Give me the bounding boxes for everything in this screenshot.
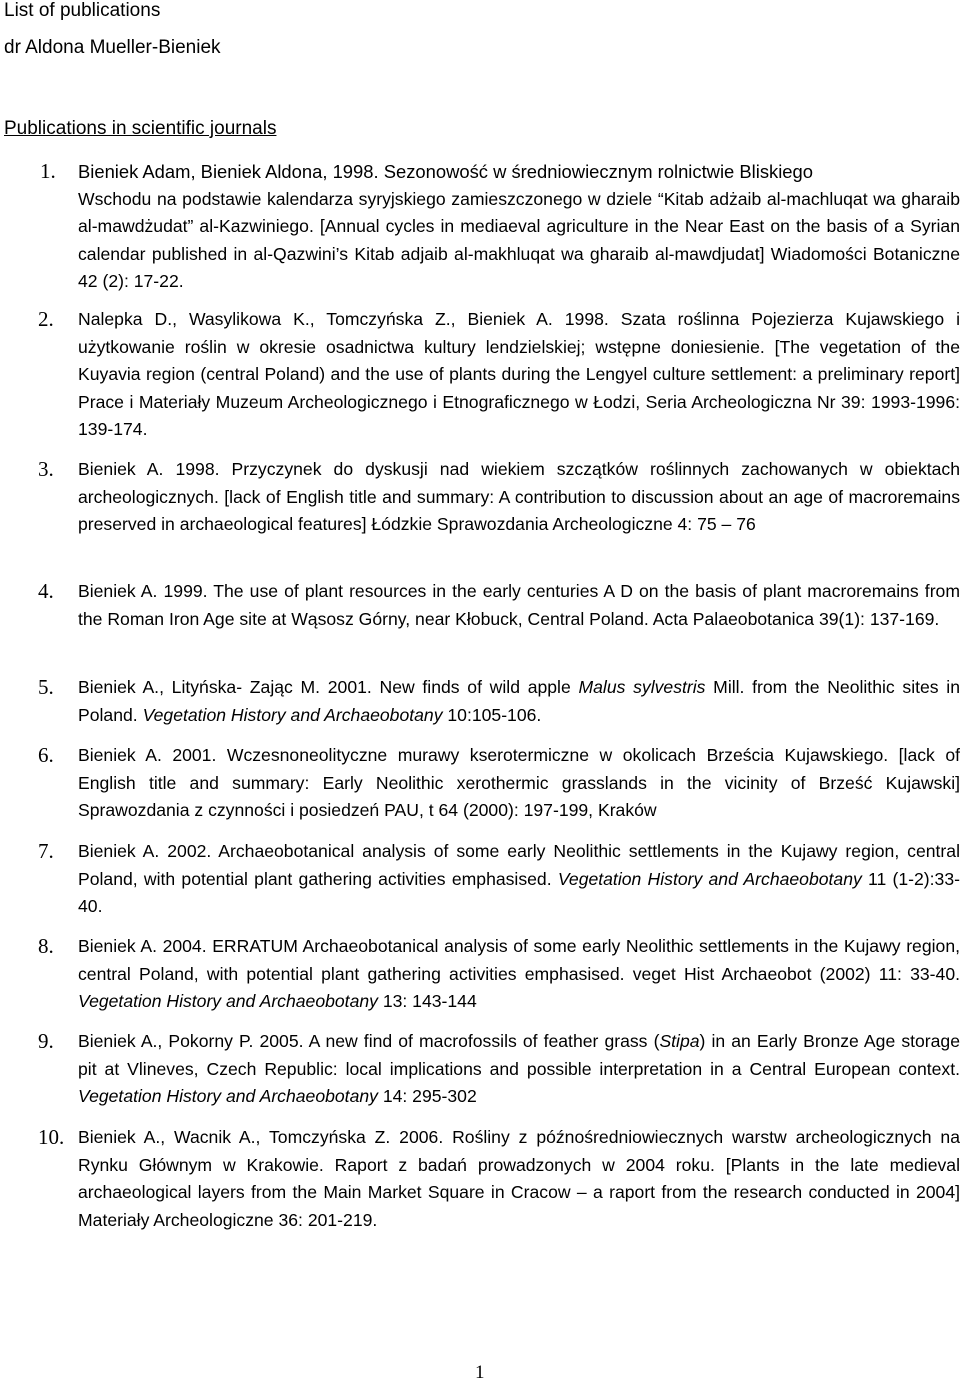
entry-1-continuation: Wschodu na podstawie kalendarza syryjskiego zamieszczonego w dziele “Kitab adżaib al-machluqat wa gharaib al-mawdżudat” al-Kazwiniego. [Annual cycles in mediaeval agriculture in the Near East on the basis of a Syrian calendar published in al-Qazwini’s Kitab adjaib al-makhluqat wa gharaib al-mawdjudat] Wiadomości Botaniczne 42 (2): 17-22.: [78, 188, 960, 291]
entry-text-part: Bieniek A., Lityńska- Zając M. 2001. New finds of wild apple: [78, 677, 579, 697]
entry-number: 8.: [38, 934, 54, 958]
entry-number: 6.: [38, 743, 54, 767]
entry-number: 2.: [38, 307, 54, 331]
entry-text: [78, 933, 960, 1016]
entry-number: 4.: [38, 579, 54, 603]
entry-text: [78, 838, 960, 921]
document-title: List of publications: [4, 0, 161, 21]
entry-text: Bieniek A. 2001. Wczesnoneolityczne murawy kserotermiczne w okolicach Brześcia Kujawskiego. [lack of English title and summary: Early Neolithic xerothermic grasslands in the vicinity of Brześć Kujawski] Sprawozdania z czynności i posiedzeń PAU, t 64 (2000): 197-199, Kraków: [78, 745, 960, 820]
entry-text: Bieniek A., Wacnik A., Tomczyńska Z. 2006. Rośliny z późnośredniowiecznych warstw archeologicznych na Rynku Głównym w Krakowie. Raport z badań prowadzonych w 2004 roku. [Plants in the late medieval archaeological layers from the Main Market Square in Cracow – a raport from the research conducted in 2004] Materiały Archeologiczne 36: 201-219.: [78, 1127, 960, 1230]
entry-text-part: Bieniek A. 2004. ERRATUM Archaeobotanical analysis of some early Neolithic settlements in the Kujawy region, central Poland, with potential plant gathering activities emphasised. veget Hist Archaeobot (2002) 11: 33-40.: [78, 936, 960, 984]
entry-text-part: 13: 143-144: [377, 991, 477, 1011]
entry-number: 1.: [40, 159, 56, 183]
entry-number: 10.: [38, 1125, 65, 1149]
entry-text-part: Bieniek A., Pokorny P. 2005. A new find of macrofossils of feather grass (: [78, 1031, 660, 1051]
entry-text: Nalepka D., Wasylikowa K., Tomczyńska Z., Bieniek A. 1998. Szata roślinna Pojezierza Kujawskiego i użytkowanie roślin w okresie osadnictwa kultury lendzielskiej; wstępne doniesienie. [The vegetation of the Kuyavia region (central Poland) and the use of plants during the Lengyel culture settlement: a preliminary report] Prace i Materiały Muzeum Archeologicznego i Etnograficznego w Łodzi, Seria Archeologiczna Nr 39: 1993-1996: 139-174.: [78, 309, 960, 439]
entry-text: Bieniek A. 1998. Przyczynek do dyskusji nad wiekiem szczątków roślinnych zachowanych w obiektach archeologicznych. [lack of English title and summary: A contribution to discussion about an age of macroremains preserved in archaeological features] Łódzkie Sprawozdania Archeologiczne 4: 75 – 76: [78, 459, 960, 534]
entry-number: 9.: [38, 1029, 54, 1053]
entry-text-part: 10:105-106.: [442, 704, 542, 725]
journal-title: Vegetation History and Archaeobotany: [78, 991, 378, 1011]
journal-title: Vegetation History and Archaeobotany: [78, 1086, 378, 1106]
entry-text: [78, 1028, 960, 1111]
entry-1-line1-text: Bieniek Adam, Bieniek Aldona, 1998. Sezonowość w średniowiecznym rolnictwie Bliskiego: [78, 161, 813, 182]
journal-title: Vegetation History and Archaeobotany: [557, 868, 862, 889]
entry-text-part: 14: 295-302: [377, 1086, 477, 1106]
page-number: 1: [475, 1362, 485, 1383]
journal-title: Vegetation History and Archaeobotany: [142, 704, 443, 725]
entry-number: 3.: [38, 457, 54, 481]
author-name: dr Aldona Mueller-Bieniek: [4, 37, 221, 58]
entry-number: 7.: [38, 839, 54, 863]
genus-name: Stipa: [659, 1031, 700, 1051]
entry-text: [78, 674, 960, 729]
entry-text-part: Bieniek A. 2002. Archaeobotanical analysis of some early Neolithic settlements in the Kujawy region, central Poland, with potential plant gathering activities emphasised.: [78, 841, 960, 889]
entry-text: Bieniek A. 1999. The use of plant resources in the early centuries A D on the basis of plant macroremains from the Roman Iron Age site at Wąsosz Górny, near Kłobuck, Central Poland. Acta Palaeobotanica 39(1): 137-169.: [78, 581, 960, 629]
entry-text-part: 11 (1-2):33-40.: [78, 868, 960, 916]
section-heading: Publications in scientific journals: [4, 118, 277, 139]
species-name: Malus sylvestris: [578, 677, 706, 697]
entry-1-first-line: [40, 158, 960, 186]
entry-text-part: ) in an Early Bronze Age storage pit at Vlineves, Czech Republic: local implications and possible interpretation in a Central European context.: [78, 1031, 960, 1079]
entry-number: 5.: [38, 675, 54, 699]
entry-text-part: Mill. from the Neolithic sites in Poland.: [78, 677, 960, 725]
